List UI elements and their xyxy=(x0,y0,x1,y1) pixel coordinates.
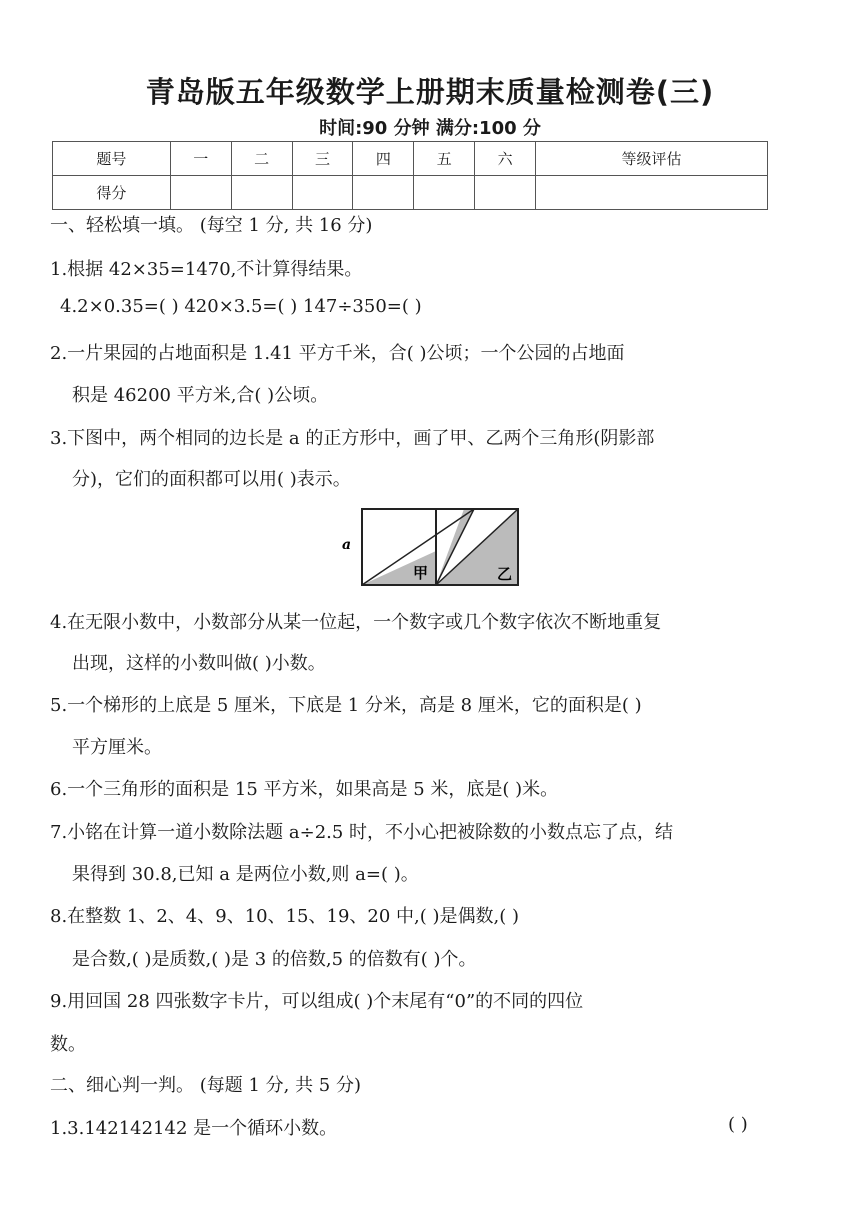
score-header-cell: 等级评估 xyxy=(536,142,768,176)
question-5: 5.一个梯形的上底是 5 厘米，下底是 1 分米，高是 8 厘米，它的面积是( ) xyxy=(50,695,642,716)
question-6: 6.一个三角形的面积是 15 平方米，如果高是 5 米，底是( )米。 xyxy=(50,779,559,800)
exam-time-info: 时间:90 分钟 满分:100 分 xyxy=(319,118,541,139)
score-cell[interactable] xyxy=(353,176,414,210)
score-header-cell: 三 xyxy=(292,142,353,176)
score-table-header-row xyxy=(53,142,768,176)
score-cell[interactable] xyxy=(170,176,231,210)
score-table xyxy=(52,141,768,210)
score-header-cell: 二 xyxy=(231,142,292,176)
score-cell[interactable] xyxy=(475,176,536,210)
page-title: 青岛版五年级数学上册期末质量检测卷(三) xyxy=(145,75,715,109)
score-header-cell: 四 xyxy=(353,142,414,176)
question-4: 4.在无限小数中，小数部分从某一位起，一个数字或几个数字依次不断地重复 xyxy=(50,612,662,633)
question-8: 8.在整数 1、2、4、9、10、15、19、20 中,( )是偶数,( ) xyxy=(50,906,520,927)
score-header-cell: 五 xyxy=(414,142,475,176)
score-cell[interactable] xyxy=(536,176,768,210)
question-1-blanks: 4.2×0.35=( ) 420×3.5=( ) 147÷350=( ) xyxy=(60,296,422,317)
question-9-cont: 数。 xyxy=(50,1034,86,1055)
score-cell[interactable] xyxy=(414,176,475,210)
score-cell[interactable] xyxy=(292,176,353,210)
question-4-cont: 出现，这样的小数叫做( )小数。 xyxy=(72,653,326,674)
section-1-heading: 一、轻松填一填。 (每空 1 分, 共 16 分) xyxy=(50,215,373,236)
score-table-score-row xyxy=(53,176,768,210)
question-8-cont: 是合数,( )是质数,( )是 3 的倍数,5 的倍数有( )个。 xyxy=(72,949,477,970)
score-cell[interactable] xyxy=(231,176,292,210)
score-header-cell: 题号 xyxy=(53,142,171,176)
score-header-cell: 一 xyxy=(170,142,231,176)
question-2: 2.一片果园的占地面积是 1.41 平方千米，合( )公顷；一个公园的占地面 xyxy=(50,343,625,364)
section-2-heading: 二、细心判一判。 (每题 1 分, 共 5 分) xyxy=(50,1075,361,1096)
question-1: 1.根据 42×35=1470,不计算得结果。 xyxy=(50,259,363,280)
judge-answer-blank[interactable]: ( ) xyxy=(728,1114,748,1135)
question-9: 9.用回国 28 四张数字卡片，可以组成( )个末尾有“0”的不同的四位 xyxy=(50,991,584,1012)
score-row-label: 得分 xyxy=(53,176,171,210)
question-7-cont: 果得到 30.8,已知 a 是两位小数,则 a=( )。 xyxy=(72,864,419,885)
side-label-a: a xyxy=(342,537,352,553)
question-5-cont: 平方厘米。 xyxy=(72,737,162,758)
question-3: 3.下图中，两个相同的边长是 a 的正方形中，画了甲、乙两个三角形(阴影部 xyxy=(50,428,655,449)
question-2-cont: 积是 46200 平方米,合( )公顷。 xyxy=(72,385,329,406)
label-jia: 甲 xyxy=(413,564,429,582)
question-3-cont: 分)，它们的面积都可以用( )表示。 xyxy=(72,469,351,490)
label-yi: 乙 xyxy=(497,565,513,583)
question-7: 7.小铭在计算一道小数除法题 a÷2.5 时，不小心把被除数的小数点忘了点，结 xyxy=(50,822,674,843)
squares-triangles-figure xyxy=(340,503,522,588)
judge-question-1: 1.3.142142142 是一个循环小数。 xyxy=(50,1118,338,1139)
score-header-cell: 六 xyxy=(475,142,536,176)
